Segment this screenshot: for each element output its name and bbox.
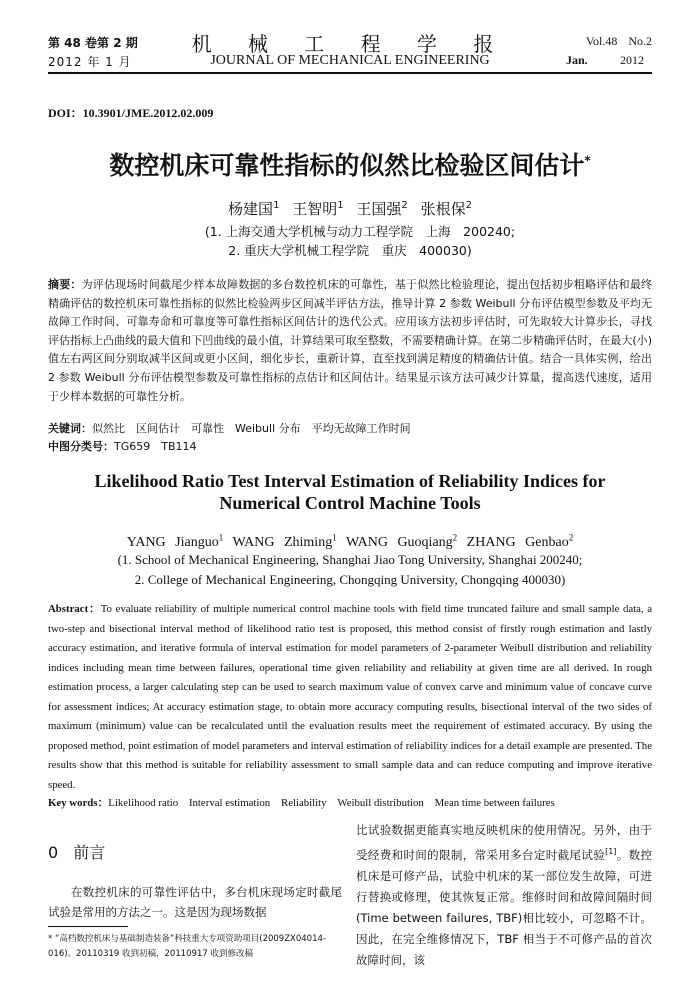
abstract-cn xyxy=(48,276,652,406)
keywords-cn xyxy=(48,420,652,439)
author-cn xyxy=(292,200,343,218)
header-date: 2012 年 1 月 xyxy=(48,55,132,69)
keywords-en-label: Key words： xyxy=(48,797,109,809)
author-name: 张根保 xyxy=(420,200,466,218)
paper-title-cn-text: 数控机床可靠性指标的似然比检验区间估计 xyxy=(109,151,585,180)
author-aff-mark: 1 xyxy=(337,200,344,211)
keywords-cn-text: 似然比 区间估计 可靠性 Weibull 分布 平均无故障工作时间 xyxy=(92,422,411,435)
affiliation-cn-2: 2. 重庆大学机械工程学院 重庆 400030) xyxy=(228,243,472,258)
abstract-cn-label: 摘要： xyxy=(48,278,82,291)
keywords-cn-label: 关键词： xyxy=(48,422,92,435)
paper-title-cn xyxy=(0,146,700,182)
affiliation-cn-1: (1. 上海交通大学机械与动力工程学院 上海 200240; xyxy=(204,224,516,239)
author-aff-mark: 2 xyxy=(452,532,458,542)
author-list-cn xyxy=(0,198,700,219)
author-name: 王智明 xyxy=(292,200,338,218)
author-aff-mark: 1 xyxy=(273,200,280,211)
author-name: WANG Guoqiang xyxy=(345,534,453,550)
author-en xyxy=(345,532,458,550)
header-rule xyxy=(48,72,652,74)
header-vol-no: Vol.48 No.2 xyxy=(585,34,652,48)
journal-name-en: JOURNAL OF MECHANICAL ENGINEERING xyxy=(210,53,490,68)
author-cn xyxy=(356,200,407,218)
abstract-cn-text: 为评估现场时间截尾少样本故障数据的多台数控机床的可靠性，基于似然比检验理论，提出包括初步粗略评估和最终精确评估的数控机床可靠性指标的似然比检验两步区间减半评估方法，推导计算 2 参数 Weibull 分布评估模型参数及平均无故障工作时间、可靠寿命和可靠度等可靠性指标区间估计的迭代公式。应用该方法初步评估时，可先取较大计算步长，寻找评估指标上凸曲线的最大值和下凹曲线的最小值，计算结果可取至整数，不需要精确计算。在第二步精确评估时，在最大(小)值左右两区间分别取减半区间或更小区间，细化步长，重新计算，直至找到满足精度的精确估计值。结合一具体实例，给出 2 参数 Weibull 分布评估模型参数及可靠性指标的点估计和区间估计。结果显示该方法可减少计算量，提高迭代速度，适用于少样本数据的可靠性分析。 xyxy=(48,278,653,403)
header-volume-issue: 第 48 卷第 2 期 xyxy=(48,36,138,50)
doi[interactable]: DOI：10.3901/JME.2012.02.009 xyxy=(48,106,214,120)
keywords-en xyxy=(48,795,652,810)
author-aff-mark: 1 xyxy=(218,532,224,542)
classification-label: 中图分类号： xyxy=(48,440,114,453)
classification-value: TG659 TB114 xyxy=(114,440,197,453)
body-right-text-b: 。数控机床是可修产品，试验中机床的某一部位发生故障，可进行替换或修理，使其恢复正常。维修时间和故障间隔时间(Time between failures, TBF)相比较小，可忽略不计。因此，在完全维修情况下，TBF 相当于不可修产品的首次故障时间，该 xyxy=(356,847,653,967)
author-aff-mark: 1 xyxy=(332,532,337,542)
author-aff-mark: 2 xyxy=(465,200,472,211)
keywords-en-text: Likelihood ratio Interval estimation Reliability Weibull distribution Mean time between failures xyxy=(108,797,555,809)
body-left-column: 在数控机床的可靠性评估中，多台机床现场定时截尾试验是常用的方法之一。这是因为现场数据 xyxy=(48,885,342,919)
citation-1[interactable]: [1] xyxy=(605,847,617,856)
section-heading xyxy=(48,840,105,863)
body-right-text-a: 比试验数据更能真实地反映机床的使用情况。另外，由于受经费和时间的限制，常采用多台定时截尾试验 xyxy=(356,823,652,862)
header-year: 2012 xyxy=(620,53,644,67)
classification-number xyxy=(48,438,652,457)
journal-name-cn: 机 械 工 程 学 报 xyxy=(191,32,509,56)
author-en xyxy=(232,532,337,550)
author-name: WANG Zhiming xyxy=(232,534,333,550)
abstract-en-text: To evaluate reliability of multiple numerical control machine tools with field time truncated failure and small sample data, a two-step and bisectional interval method of likelihood ratio test is proposed, this method consist of firstly rough estimation and lastly accuracy estimation, and iterative formula of interval estimation for model parameters of 2-parameter Weibull distribution and reliability indices including mean time between failures, operational time given reliability and reliability at given time are all derived. In rough estimation process, a larger calculating step can be used to search maximum value of convex carve and minimum value of concave curve for assessment indices; At accuracy estimation stage, to obtain more accuracy computing results, bisectional interval of the two sides of maximum (minimum) value can be recalculated until the evaluation results meet the requirement of estimated accuracy. By using the proposed method, point estimation of model parameters and interval estimation of reliability indices for a detail example are presented. The results show that this method is suitable for reliability assessment to small sample data and can reduce computing and improve iterative speed. xyxy=(48,603,652,791)
abstract-en-label: Abstract： xyxy=(48,603,101,615)
author-list-en xyxy=(0,532,700,551)
affiliation-en-2: 2. College of Mechanical Engineering, Chongqing University, Chongqing 400030) xyxy=(134,572,566,587)
abstract-en xyxy=(48,600,652,795)
section-number: 0 xyxy=(48,843,59,862)
author-name: 王国强 xyxy=(356,200,402,218)
author-en xyxy=(126,532,224,550)
author-cn xyxy=(228,200,279,218)
author-aff-mark: 2 xyxy=(401,200,408,211)
funding-footnote: * “高档数控机床与基础制造装备”科技重大专项资助项目(2009ZX04014-016)。20110319 收到初稿，20110917 收到修改稿 xyxy=(48,934,326,959)
author-aff-mark: 2 xyxy=(568,532,574,542)
affiliation-en-1: (1. School of Mechanical Engineering, Shanghai Jiao Tong University, Shanghai 200240; xyxy=(117,552,583,567)
body-right-column xyxy=(356,820,652,971)
author-name: ZHANG Genbao xyxy=(466,534,569,550)
header-month: Jan. xyxy=(566,53,588,67)
author-name: YANG Jianguo xyxy=(126,534,219,550)
section-title: 前言 xyxy=(73,843,106,862)
author-cn xyxy=(421,200,472,218)
funding-mark: * xyxy=(584,153,591,168)
author-en xyxy=(466,532,574,550)
footnote-rule xyxy=(48,926,128,927)
author-name: 杨建国 xyxy=(228,200,274,218)
paper-title-en: Likelihood Ratio Test Interval Estimation of Reliability Indices for Numerical Control Machine Tools xyxy=(94,471,606,513)
